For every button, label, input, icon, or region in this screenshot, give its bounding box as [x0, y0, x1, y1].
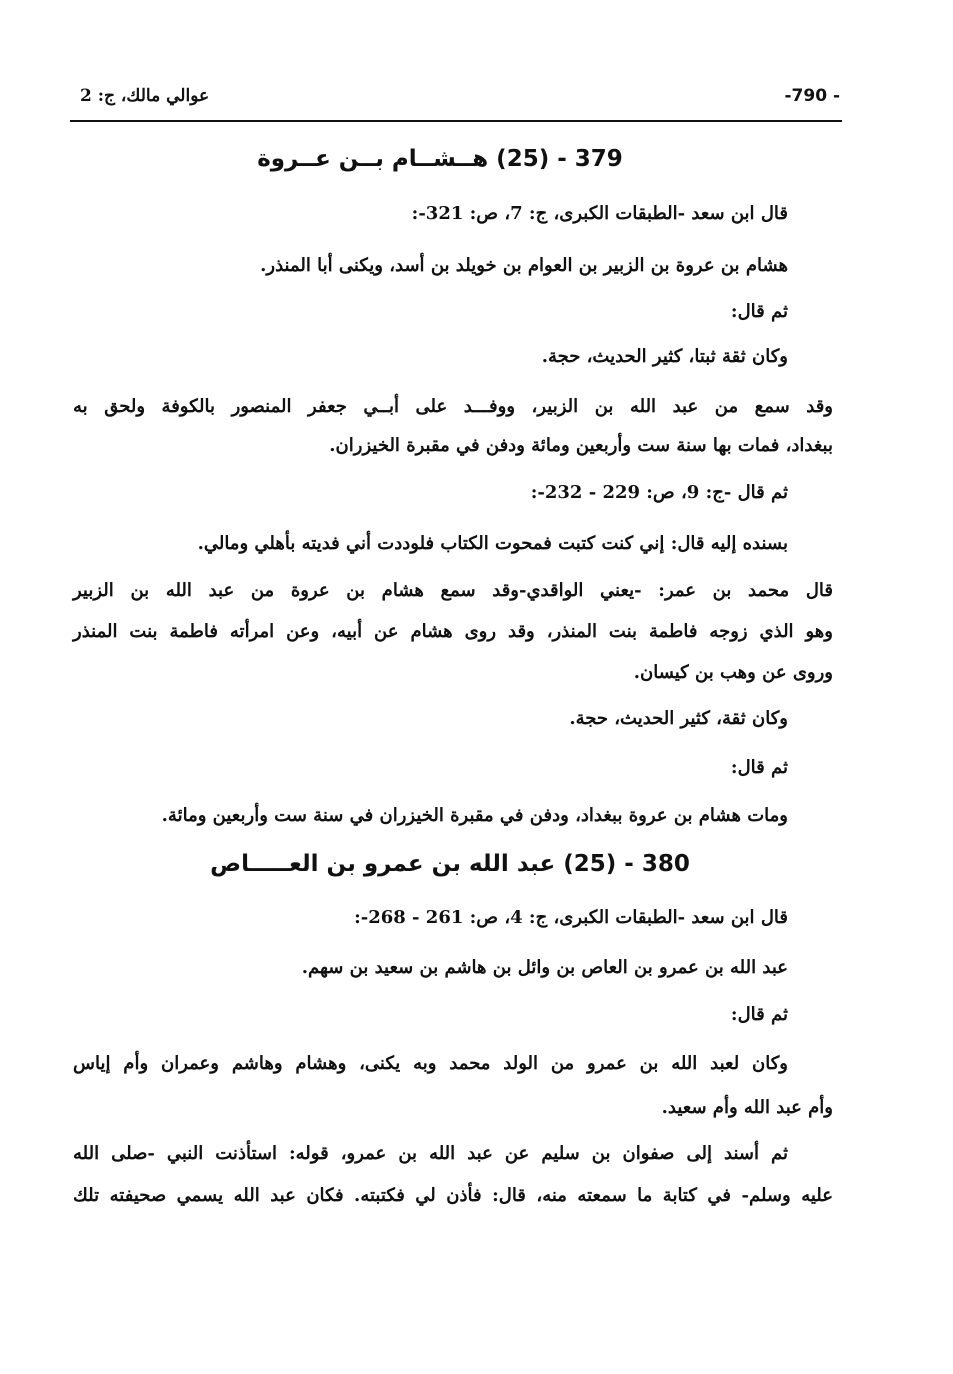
paragraph-line: وروى عن وهب بن كيسان.	[633, 662, 833, 683]
citation-line: قال ابن سعد -الطبقات الكبرى، ج: 7، ص: 321-:	[411, 203, 788, 224]
paragraph-line: وقد سمع من عبد الله بن الزبير، ووفـــد على أبــي جعفر المنصور بالكوفة ولحق به	[73, 396, 833, 417]
citation-line: ثم قال -ج: 9، ص: 229 - 232-:	[530, 482, 788, 503]
paragraph-line: ثم أسند إلى صفوان بن سليم عن عبد الله بن عمرو، قوله: استأذنت النبي -صلى الله	[73, 1143, 788, 1164]
running-header	[70, 86, 840, 116]
book-title: عوالي مالك، ج: 2	[80, 86, 210, 106]
header-divider	[70, 120, 842, 122]
paragraph-line: وهو الذي زوجه فاطمة بنت المنذر، وقد روى هشام عن أبيه، وعن امرأته فاطمة بنت المنذر	[73, 621, 833, 642]
paragraph-line: ببغداد، فمات بها سنة ست وأربعين ومائة ودفن في مقبرة الخيزران.	[329, 435, 833, 456]
paragraph-line: قال محمد بن عمر: -يعني الواقدي-وقد سمع هشام بن عروة من عبد الله بن الزبير	[73, 580, 833, 601]
paragraph-line: ثم قال:	[730, 757, 788, 778]
paragraph-line: ثم قال:	[730, 301, 788, 322]
citation-line: قال ابن سعد -الطبقات الكبرى، ج: 4، ص: 261 - 268-:	[354, 907, 788, 928]
section-heading-380: 380 - (25) عبد الله بن عمرو بن العـــــاص	[210, 851, 690, 877]
paragraph-line: بسنده إليه قال: إني كنت كتبت فمحوت الكتاب فلوددت أني فديته بأهلي ومالي.	[197, 533, 788, 554]
paragraph-line: عليه وسلم- في كتابة ما سمعته منه، قال: فأذن لي فكتبته. فكان عبد الله يسمي صحيفته تلك	[73, 1185, 833, 1206]
paragraph-line: وأم عبد الله وأم سعيد.	[661, 1097, 833, 1118]
paragraph-line: هشام بن عروة بن الزبير بن العوام بن خويلد بن أسد، ويكنى أبا المنذر.	[260, 255, 788, 276]
section-heading-379: 379 - (25) هــشــام بــن عــروة	[257, 146, 623, 172]
paragraph-line: وكان ثقة، كثير الحديث، حجة.	[569, 708, 788, 729]
paragraph-line: وكان لعبد الله بن عمرو من الولد محمد وبه يكنى، وهشام وهاشم وعمران وأم إياس	[73, 1053, 788, 1074]
paragraph-line: وكان ثقة ثبتا، كثير الحديث، حجة.	[541, 346, 788, 367]
paragraph-line: ثم قال:	[730, 1004, 788, 1025]
paragraph-line: عبد الله بن عمرو بن العاص بن وائل بن هاشم بن سعيد بن سهم.	[301, 957, 788, 978]
paragraph-line: ومات هشام بن عروة ببغداد، ودفن في مقبرة الخيزران في سنة ست وأربعين ومائة.	[161, 805, 788, 826]
page-number: -790 -	[784, 86, 840, 106]
